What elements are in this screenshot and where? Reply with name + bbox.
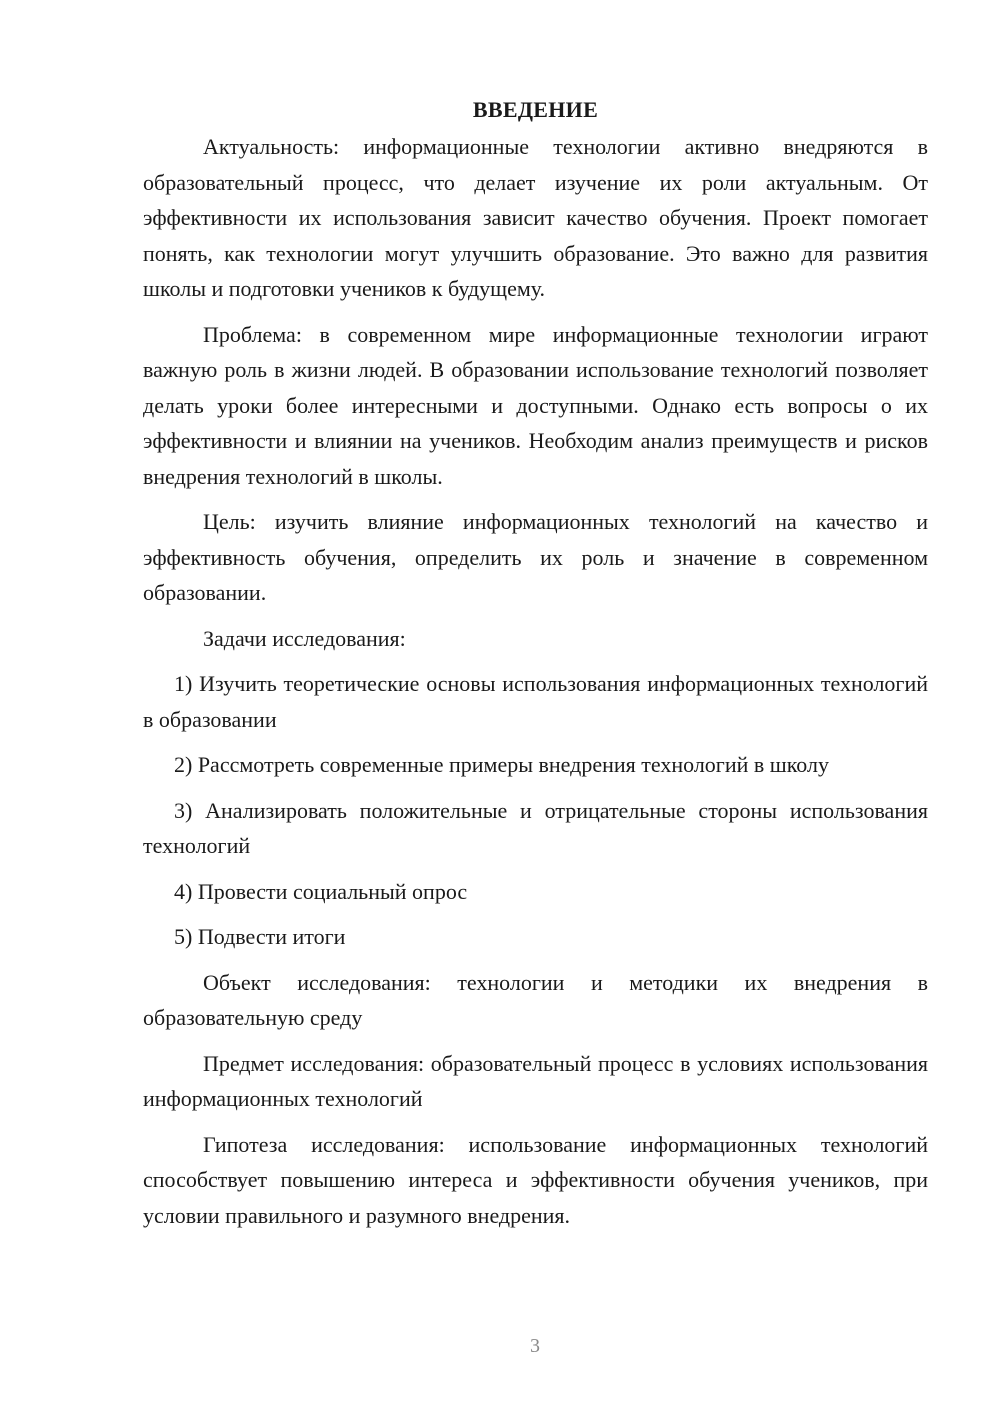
page-title: ВВЕДЕНИЕ [472,97,599,122]
tasks-heading: Задачи исследования: [203,625,406,651]
object-paragraph: Объект исследования: технологии и методики их внедрения в образовательную среду [143,969,928,1030]
task-item: 2) Рассмотреть современные примеры внедрения технологий в школу [174,752,829,777]
task-item: 5) Подвести итоги [174,924,346,949]
problem-paragraph: Проблема: в современном мире информационные технологии играют важную роль в жизни людей. В образовании использование технологий позволяет делать уроки более интересными и доступными. Однако есть вопросы о их эффективности и влиянии на учеников. Необходим анализ преимуществ и рисков внедрения технологий в школы. [143,321,928,489]
task-item: 3) Анализировать положительные и отрицательные стороны использования технологий [143,797,928,858]
tasks-list [143,666,928,955]
goal-paragraph: Цель: изучить влияние информационных технологий на качество и эффективность обучения, определить их роль и значение в современном образовании. [143,509,928,605]
subject-paragraph: Предмет исследования: образовательный процесс в условиях использования информационных технологий [143,1050,928,1111]
relevance-paragraph: Актуальность: информационные технологии активно внедряются в образовательный процесс, что делает изучение их роли актуальным. От эффективности их использования зависит качество обучения. Проект помогает понять, как технологии могут улучшить образование. Это важно для развития школы и подготовки учеников к будущему. [143,134,928,301]
task-item: 1) Изучить теоретические основы использования информационных технологий в образовании [143,671,928,732]
hypothesis-paragraph: Гипотеза исследования: использование информационных технологий способствует повышению интереса и эффективности обучения учеников, при условии правильного и разумного внедрения. [143,1131,928,1228]
task-item: 4) Провести социальный опрос [174,878,468,904]
page-number: 3 [530,1335,540,1357]
page-body [143,92,928,1243]
